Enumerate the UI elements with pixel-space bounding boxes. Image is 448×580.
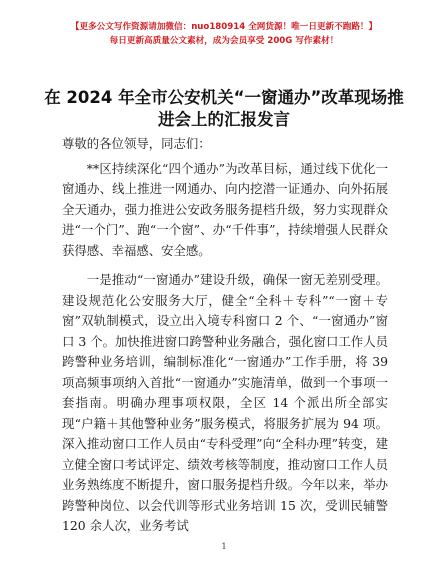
- banner-line-1: 【更多公文写作资源请加微信：nuo180914 全网货源！唯一日更新不跑路！】: [70, 22, 378, 32]
- page-number: 1: [221, 542, 227, 551]
- paragraph-intro: **区持续深化“四个通办”为改革目标，通过线下优化一窗通办、线上推进一网通办、向内挖潜一证通办、向外拓展全天通办，强力推进公安政务服务提档升级，努力实现群众进“一个门”、跑“一个窗”、办“千件事”，持续增强人民群众获得感、幸福感、安全感。: [62, 160, 388, 258]
- document-title: 在 2024 年全市公安机关“一窗通办”改革现场推进会上的汇报发言: [44, 88, 404, 129]
- banner-line-2: 每日更新高质量公文素材，成为会员享受 200G 写作素材！: [109, 36, 339, 46]
- document-body: [62, 134, 388, 537]
- salutation: 尊敬的各位领导，同志们：: [62, 136, 211, 151]
- paragraph-section-1: 一是推动“一窗通办”建设升级，确保一窗无差别受理。建设规范化公安服务大厅，健全“全科＋专科”“一窗＋专窗”双轨制模式，设立出入境专科窗口 2 个、“一窗通办”窗口 3 个。加快推进窗口跨警种业务融合，强化窗口工作人员跨警种业务培训，编制标准化“一窗通办”工作手册，将 39 项高频事项纳入首批“一窗通办”实施清单，做到一个事项一套指南。明确办理事项权限，全区 14 个派出所全部实现“户籍＋其他警种业务”服务模式，将服务扩展为 94 项。深入推动窗口工作人员由“专科受理”向“全科办理”转变，建立健全窗口考试评定、绩效考核等制度，推动窗口工作人员业务熟练度不断提升，窗口服务提档升级。今年以来，举办跨警种岗位、以会代训等形式业务培训 15 次，受训民辅警 120 余人次，业务考试: [62, 272, 388, 533]
- header-banner: [0, 20, 448, 48]
